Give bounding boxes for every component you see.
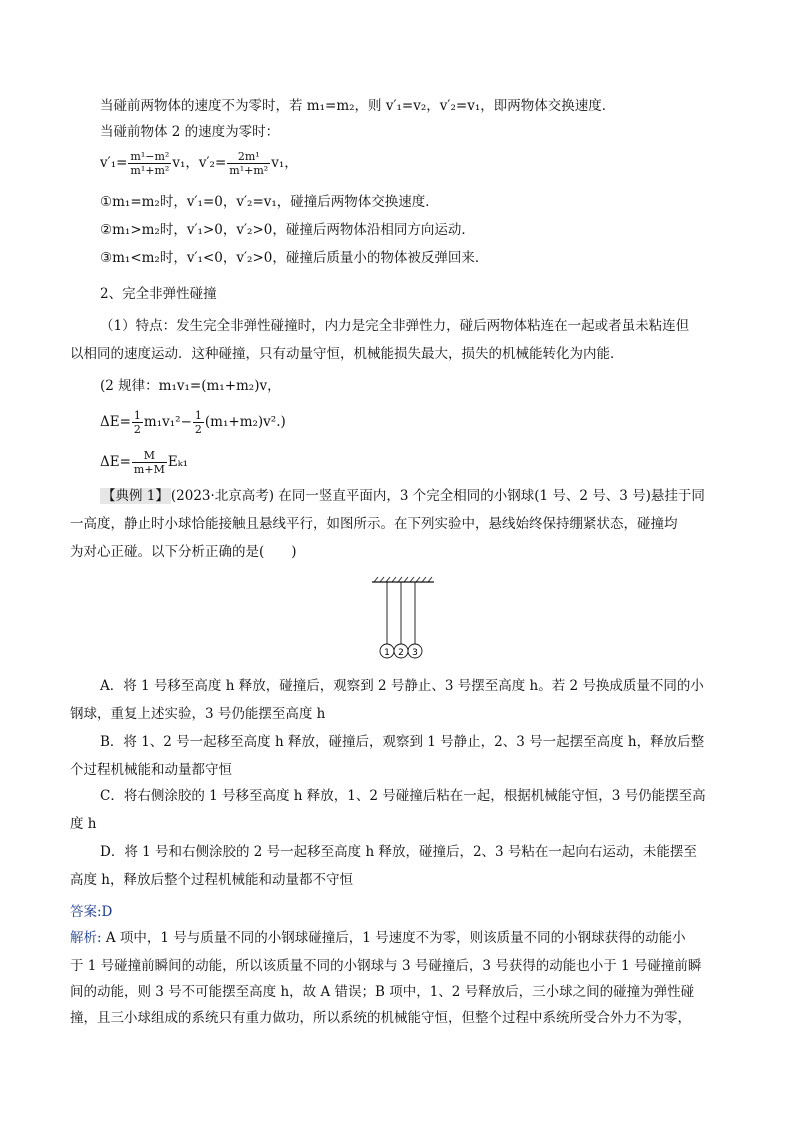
option-d-line-1: D．将 1 号和右侧涂胶的 2 号一起移至高度 h 释放，碰撞后，2、3 号粘在一起向右运动，未能摆至 [100,844,697,860]
feature-line-1: （1）特点：发生完全非弹性碰撞时，内力是完全非弹性力，碰后两物体粘连在一起或者虽未粘连但 [100,318,690,334]
answer: 答案:D [70,904,113,920]
paragraph-equal-mass: 当碰前两物体的速度不为零时，若 m₁=m₂，则 v′₁=v₂，v′₂=v₁，即两物体交换速度． [100,98,616,114]
fraction [128,150,171,177]
option-c-line-1: C．将右侧涂胶的 1 号移至高度 h 释放，1、2 号碰撞后粘在一起，根据机械能守恒，3 号仍能摆至高 [100,788,706,804]
pendulum-figure [368,574,438,664]
ball-2-label: 2 [398,648,404,658]
formula-part: m₁v₁²− [143,414,192,430]
explanation-text: A 项中，1 号与质量不同的小钢球碰撞后，1 号速度不为零，则该质量不同的小钢球获得的动能小 [101,930,686,946]
formula-part: ΔE= [100,414,131,430]
fraction-numerator: 1 [133,409,141,422]
fraction-denominator: 2 [194,423,202,436]
explanation-line-1 [70,928,686,948]
ball-3-label: 3 [412,648,418,658]
fraction-denominator: m+M [133,463,165,476]
fraction [227,150,270,177]
paragraph-zero-velocity: 当碰前物体 2 的速度为零时： [100,124,280,140]
formula-part: v₁， [271,155,298,171]
example-line-2: 一高度，静止时小球恰能接触且悬线平行，如图所示。在下列实验中，悬线始终保持绷紧状态，碰撞均 [70,516,678,532]
formula-part: ΔE= [100,454,131,470]
formula-part: v′₁= [100,155,128,171]
formula-energy-loss [100,406,286,438]
fraction-numerator: 1 [194,409,202,422]
fraction-numerator: m¹−m² [130,150,170,163]
option-c-line-2: 度 h [70,816,97,832]
case-2: ②m₁>m₂时，v′₁>0，v′₂>0，碰撞后两物体沿相同方向运动． [100,222,475,238]
option-b-line-1: B．将 1、2 号一起移至高度 h 释放，碰撞后，观察到 1 号静止，2、3 号一起摆至高度 h，释放后整 [100,734,705,750]
fraction [132,409,143,436]
ceiling-hatch [374,577,432,582]
formula-energy-loss-2 [100,446,188,478]
explanation-line-3: 间的动能，则 3 号不可能摆至高度 h，故 A 错误；B 项中，1、2 号释放后，三小球之间的碰撞为弹性碰 [70,984,695,1000]
case-1: ①m₁=m₂时，v′₁=0，v′₂=v₁，碰撞后两物体交换速度． [100,194,439,210]
explanation-line-4: 撞，且三小球组成的系统只有重力做功，所以系统的机械能守恒，但整个过程中系统所受合外力不为零， [70,1010,691,1026]
ball-1-label: 1 [384,648,390,658]
fraction-denominator: 2 [133,423,141,436]
example-line-3: 为对心正碰。以下分析正确的是( ) [70,544,297,560]
explanation-line-2: 于 1 号碰撞前瞬间的动能，所以该质量不同的小钢球与 3 号碰撞后，3 号获得的动能也小于 1 号碰撞前瞬 [70,958,702,974]
formula-part: v₁，v′₂= [172,155,227,171]
option-a-line-2: 钢球，重复上述实验，3 号仍能摆至高度 h [70,706,326,722]
fraction [132,449,167,476]
option-b-line-2: 个过程机械能和动量都守恒 [70,762,232,778]
fraction-numerator: 2m¹ [227,150,270,164]
example-line-1 [100,486,705,506]
fraction-numerator: M [132,449,167,463]
option-d-line-2: 高度 h，释放后整个过程机械能和动量都不守恒 [70,872,353,888]
fraction [193,409,204,436]
option-a-line-1: A．将 1 号移至高度 h 释放，碰撞后，观察到 2 号静止、3 号摆至高度 h。若 2 号换成质量不同的小 [100,678,704,694]
section-heading: 2、完全非弹性碰撞 [100,286,217,302]
explanation-label: 解析: [70,930,102,946]
formula-part: (m₁+m₂)v².) [204,414,286,430]
fraction-denominator: m¹+m² [130,164,170,177]
example-label: 【典例 1】 [102,488,169,504]
fraction-denominator: m¹+m² [229,164,269,177]
feature-line-2: 以相同的速度运动．这种碰撞，只有动量守恒，机械能损失最大，损失的机械能转化为内能． [70,346,624,362]
case-3: ③m₁<m₂时，v′₁<0，v′₂>0，碰撞后质量小的物体被反弹回来． [100,250,489,266]
formula-velocities [100,148,298,178]
formula-part: Eₖ₁ [167,454,189,470]
law-line: (2 规律：m₁v₁=(m₁+m₂)v， [100,378,281,394]
example-text: (2023·北京高考) 在同一竖直平面内，3 个完全相同的小钢球(1 号、2 号、3 号)悬挂于同 [170,488,705,504]
